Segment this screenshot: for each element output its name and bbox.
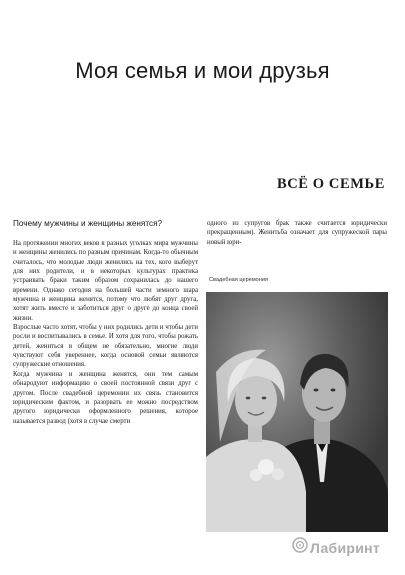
article-question: Почему мужчины и женщины женятся? xyxy=(13,219,163,228)
watermark-text: Лабиринт xyxy=(310,539,381,556)
wedding-photo xyxy=(206,292,388,532)
page-title: Моя семья и мои друзья xyxy=(75,58,330,83)
labyrinth-logo-icon xyxy=(292,537,308,558)
section-heading: ВСЁ О СЕМЬЕ xyxy=(276,176,385,192)
article-paragraph: Взрослые часто хотят, чтобы у них родились дети и чтобы дети росли и воспитывались в семье. И хотя для того, чтобы рожать детей, жениться в общем не обязательно, многие люди чувствуют себя увереннее, когда основой семьи являются супружеские отношения. xyxy=(13,324,198,369)
article-left-column xyxy=(13,239,198,426)
photo-caption: Свадебная церемония xyxy=(209,277,269,283)
article-paragraph: Когда мужчина и женщина женятся, они тем самым обнародуют информацию о своей постоянной связи друг с другом. После свадебной церемонии их связь становится юридическим фактом, и разорвать ее можно посредством другого юридически оформленного решения, которое называется развод (хотя в случае смерти xyxy=(13,370,198,425)
article-paragraph: На протяжении многих веков в разных уголках мира мужчины и женщины женились по разным причинам. Когда-то обычным считалось, что молодые люди женились на тех, кого выберут для них родители, и в некоторых культурах практика устраивать браки таким образом сохранилась до нашего времени. Однако сегодня на большей части земного шара мужчина и женщина женятся, потому что любят друг друга, хотят жить вместе и заботиться друг о друге до конца своей жизни. xyxy=(13,240,198,322)
article-right-column: одного из супругов брак также считается юридически прекращенным). Женитьба означает для супружеской пары новый юри- xyxy=(207,220,387,246)
watermark xyxy=(292,537,380,558)
